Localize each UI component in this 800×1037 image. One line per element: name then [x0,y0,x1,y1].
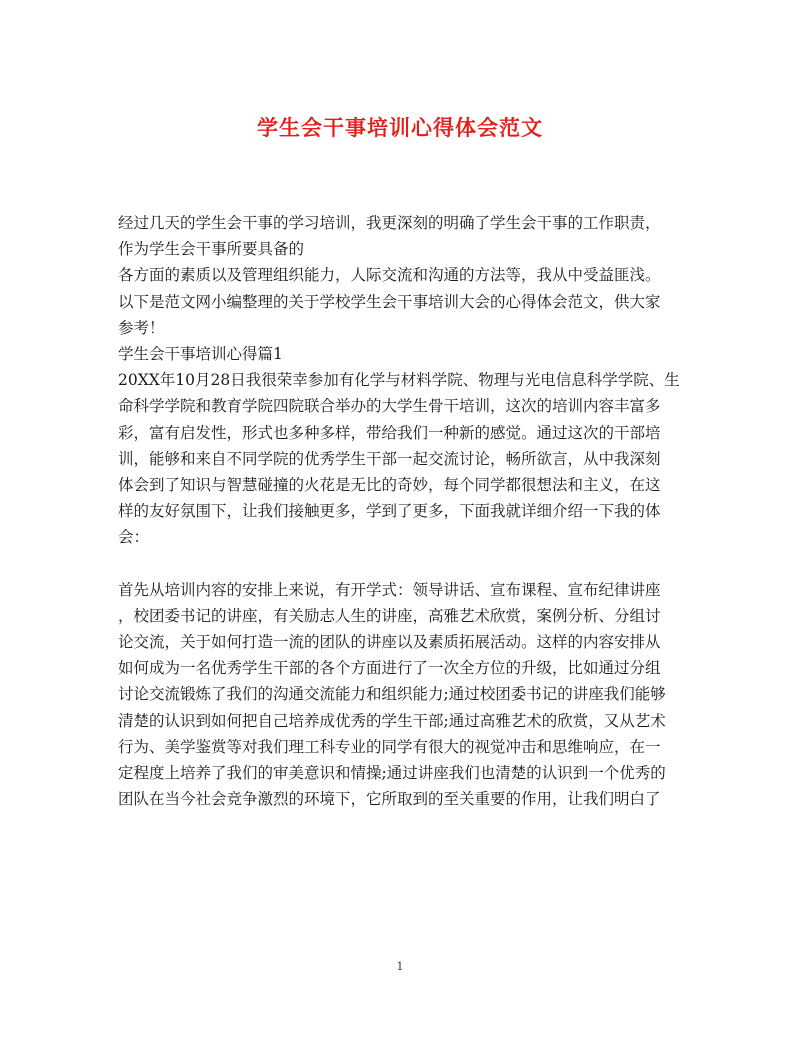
text-line: 训，能够和来自不同学院的优秀学生干部一起交流讨论，畅所欲言，从中我深刻 [118,449,661,468]
text-line: 经过几天的学生会干事的学习培训，我更深刻的明确了学生会干事的工作职责， [118,214,661,232]
text-line: 讨论交流锻炼了我们的沟通交流能力和组织能力;通过校团委书记的讲座我们能够 [118,685,666,704]
text-line: 命科学学院和教育学院四院联合举办的大学生骨干培训，这次的培训内容丰富多 [118,397,661,416]
text-line: 样的友好氛围下，让我们接触更多，学到了更多，下面我就详细介绍一下我的体 [118,502,661,521]
text-line: 论交流，关于如何打造一流的团队的讲座以及素质拓展活动。这样的内容安排从 [118,633,661,651]
document-title: 学生会干事培训心得体会范文 [257,116,543,140]
text-line: 行为、美学鉴赏等对我们理工科专业的同学有很大的视觉冲击和思维响应，在一 [118,737,661,756]
text-line: 首先从培训内容的安排上来说，有开学式：领导讲话、宣布课程、宣布纪律讲座 [118,580,661,599]
text-line: 体会到了知识与智慧碰撞的火花是无比的奇妙，每个同学都很想法和主义，在这 [118,475,661,494]
text-line: 会： [118,528,150,547]
text-line: 各方面的素质以及管理组织能力，人际交流和沟通的方法等，我从中受益匪浅。 [118,266,661,285]
text-line: 彩，富有启发性，形式也多种多样，带给我们一种新的感觉。通过这次的干部培 [118,423,661,442]
page-number: 1 [396,960,404,973]
text-line: 团队在当今社会竞争激烈的环境下，它所取到的至关重要的作用，让我们明白了 [118,790,661,809]
text-line: 如何成为一名优秀学生干部的各个方面进行了一次全方位的升级，比如通过分组 [118,659,661,678]
text-line: ，校团委书记的讲座，有关励志人生的讲座，高雅艺术欣赏，案例分析、分组讨 [118,606,661,625]
paragraph-2 [118,577,688,813]
intro-paragraph [118,210,688,341]
document-body [118,210,688,812]
text-line: 清楚的认识到如何把自己培养成优秀的学生干部;通过高雅艺术的欣赏，又从艺术 [118,711,666,730]
text-line: 作为学生会干事所要具备的 [118,240,305,259]
text-line: 参考！ [118,318,165,337]
text-line: 以下是范文网小编整理的关于学校学生会干事培训大会的心得体会范文，供大家 [118,292,661,311]
text-line: 20XX年10月28日我很荣幸参加有化学与材料学院、物理与光电信息科学学院、生 [118,371,680,390]
paragraph-1 [118,367,688,550]
paragraph-spacer [118,550,688,576]
section-heading: 学生会干事培训心得篇1 [118,344,283,363]
text-line: 定程度上培养了我们的审美意识和情操;通过讲座我们也清楚的认识到一个优秀的 [118,763,666,782]
